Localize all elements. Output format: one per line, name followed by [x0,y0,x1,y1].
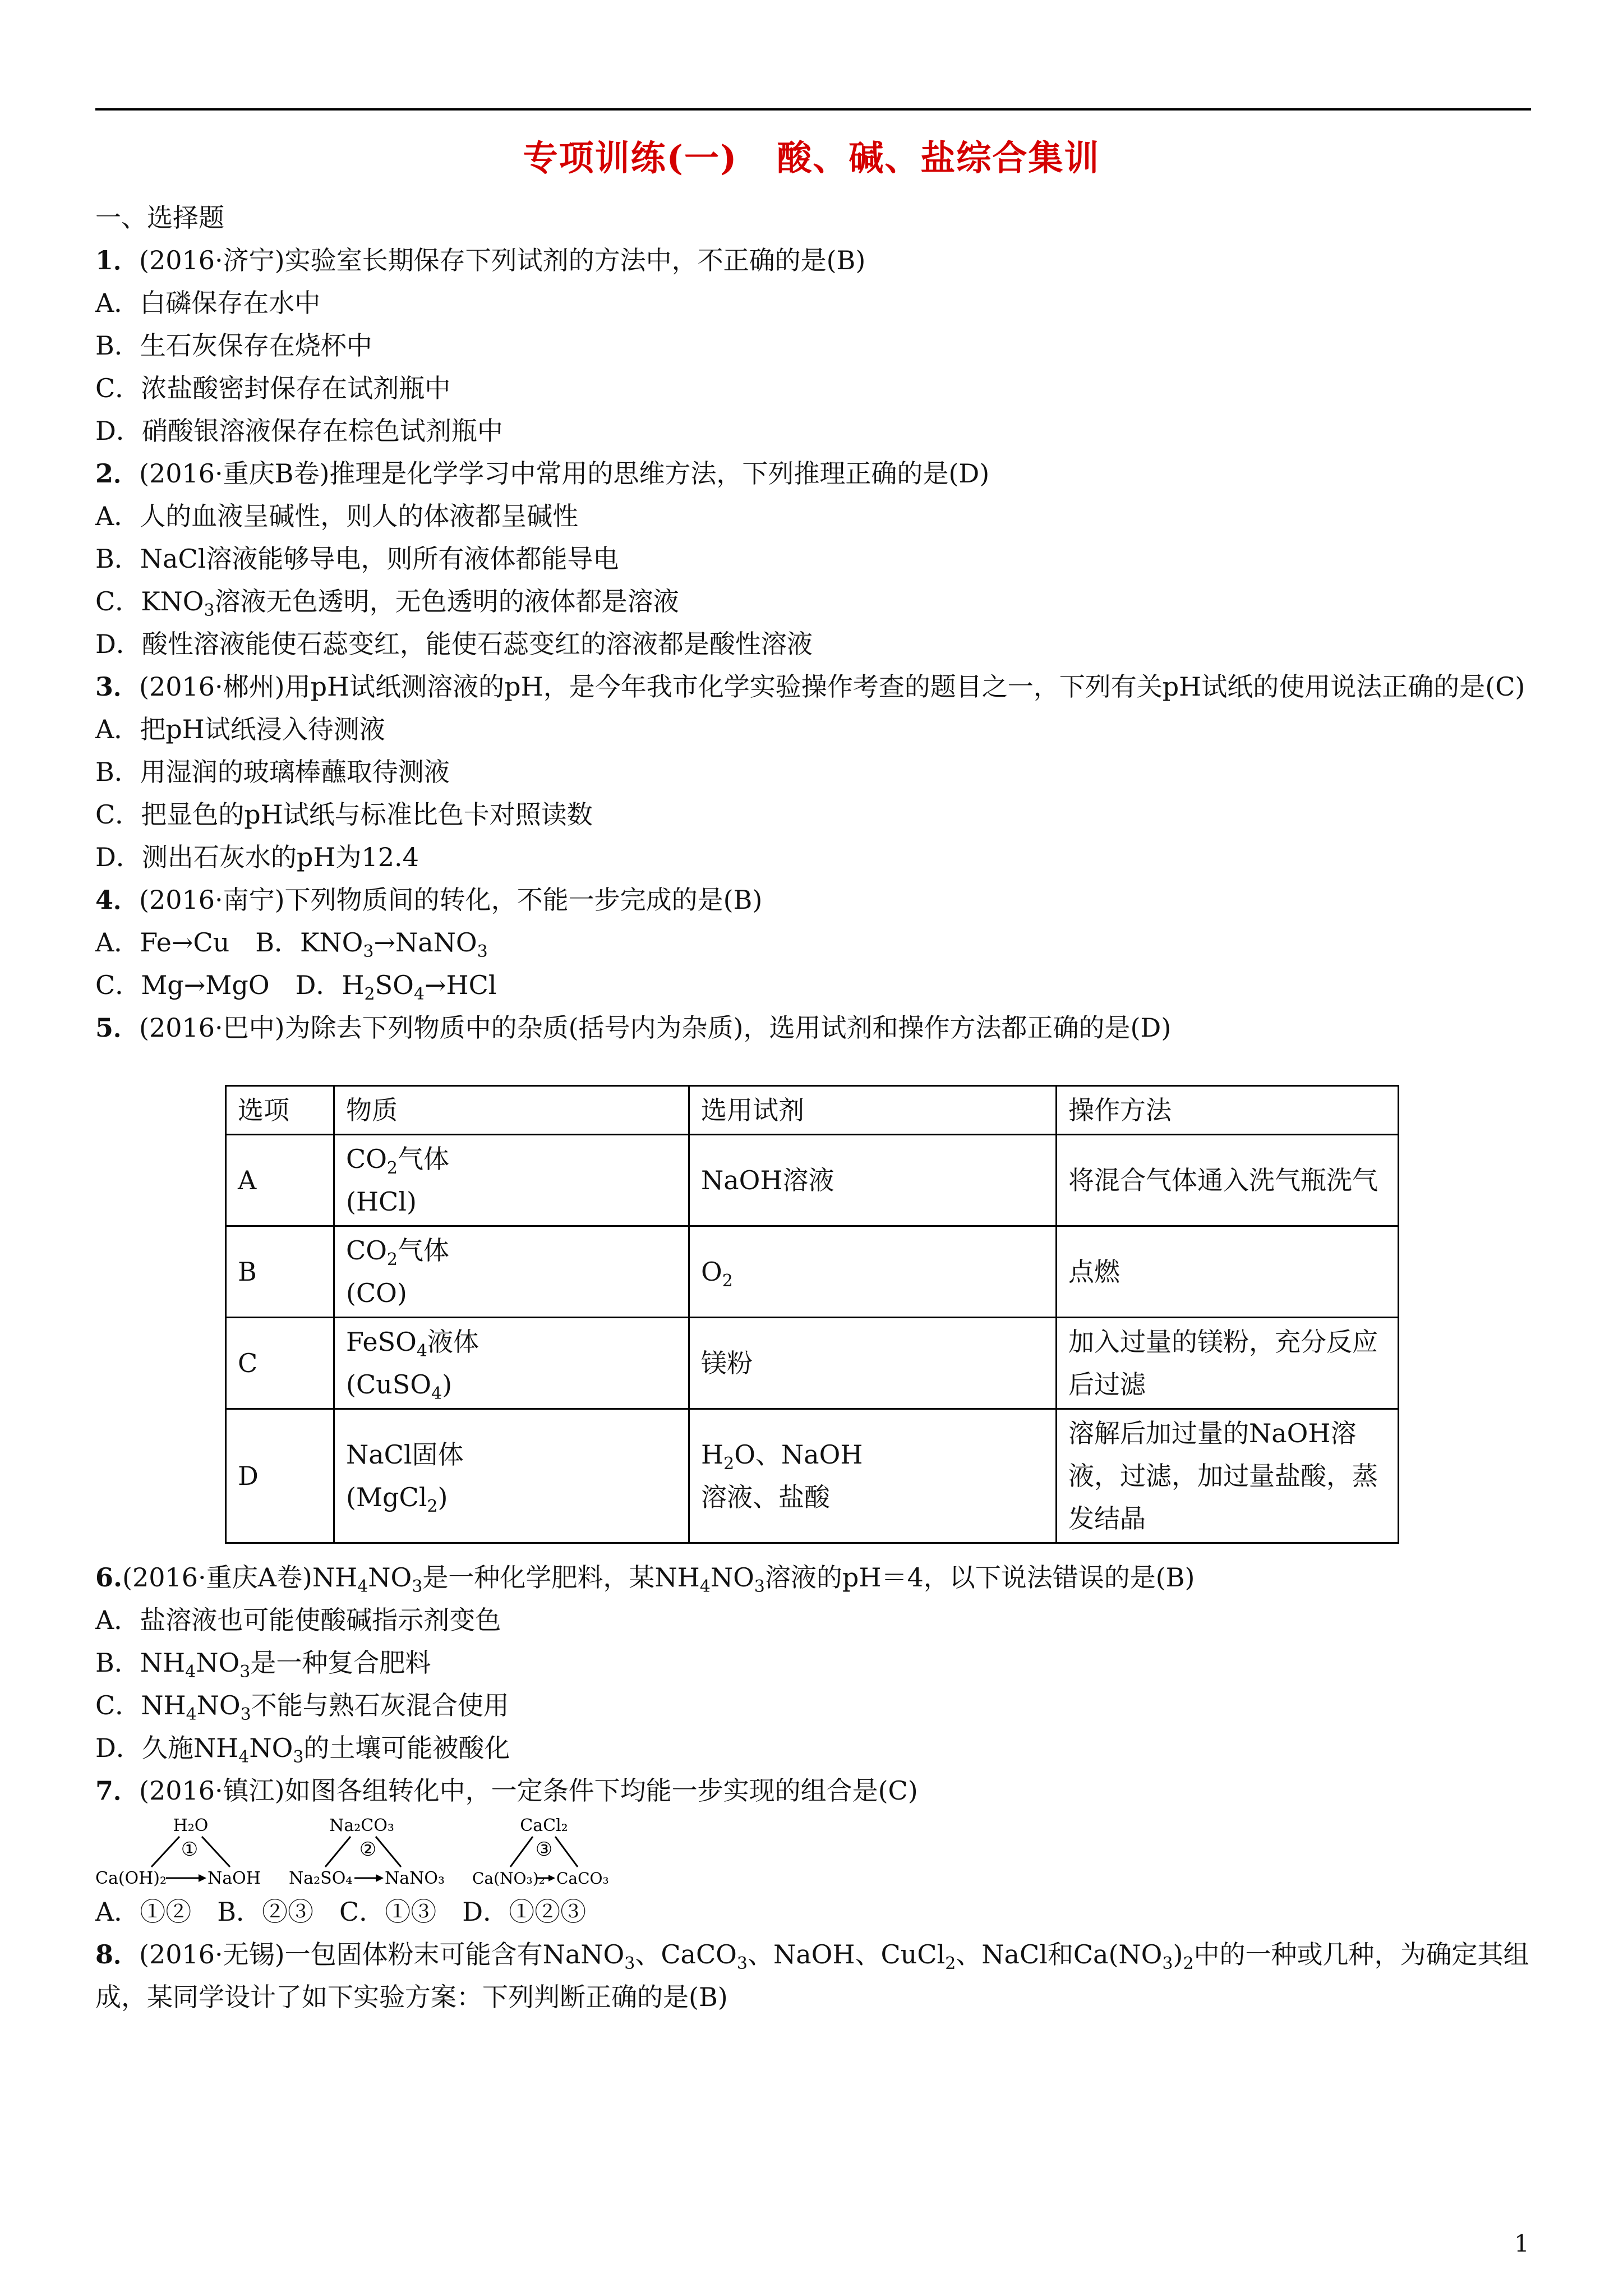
question-1: 1．(2016·济宁)实验室长期保存下列试剂的方法中，不正确的是(B) [95,245,866,275]
q3-option-c: C．把显色的pH试纸与标准比色卡对照读数 [95,799,593,830]
g2-right: NaNO₃ [385,1869,445,1888]
table-header: 选用试剂 [689,1086,1057,1135]
q1-option-c: C．浓盐酸密封保存在试剂瓶中 [95,373,451,403]
question-2: 2．(2016·重庆B卷)推理是化学学习中常用的思维方法，下列推理正确的是(D) [95,458,990,489]
arrow [325,1837,351,1867]
table-cell: FeSO$_4$液体 (CuSO$_4$) [334,1318,689,1409]
question-8: 8．(2016·无锡)一包固体粉末可能含有NaNO$_3$、CaCO$_3$、NaOH、CuCl$_2$、NaCl和$Ca(NO_3)_2$中的一种或几种，为确定其组成，某同学设计了如下实验方案：下列判断正确的是(B) [95,1939,1529,2012]
g1-right: NaOH [208,1869,261,1888]
q2-option-a: A．人的血液呈碱性，则人的体液都呈碱性 [95,501,579,531]
page-title: 专项训练(一) 酸、碱、盐综合集训 [523,137,1100,178]
table-cell: A [226,1135,334,1226]
question-6: 6.(2016·重庆A卷)$NH_4NO_3$是一种化学肥料，某$NH_4NO_3$溶液的pH＝4，以下说法错误的是(B) [95,1562,1195,1597]
q3-option-a: A．把pH试纸浸入待测液 [95,714,385,744]
q7-options: A．①② B．②③ C．①③ D．①②③ [95,1897,587,1927]
table-cell: $CO_2$气体 (CO) [334,1226,689,1318]
q1-option-a: A．白磷保存在水中 [95,288,321,318]
page-number: 1 [1514,2230,1529,2257]
table-row [226,1135,1399,1226]
impurity-table [225,1085,1399,1544]
q2-option-b: B．NaCl溶液能够导电，则所有液体都能导电 [95,544,619,574]
table-header-row [226,1086,1399,1135]
q4-options-cd: C．Mg→MgO D．$H_2SO_4\to HCl$ [95,970,497,1005]
q1-option-d: D．硝酸银溶液保存在棕色试剂瓶中 [95,416,503,446]
table-cell: NaOH溶液 [689,1135,1057,1226]
arrow [376,1837,401,1867]
conversion-diagram-svg [95,1812,609,1890]
table-cell: $CO_2$气体 (HCl) [334,1135,689,1226]
g1-left: Ca(OH)₂ [95,1869,167,1888]
arrow [202,1837,230,1867]
question-3: 3．(2016·郴州)用pH试纸测溶液的pH，是今年我市化学实验操作考查的题目之一，下列有关pH试纸的使用说法正确的是(C) [95,671,1525,702]
table-cell: 镁粉 [689,1318,1057,1409]
table-cell: 加入过量的镁粉，充分反应后过滤 [1057,1318,1399,1409]
arrow-head [199,1874,206,1882]
g2-left: Na₂SO₄ [289,1869,353,1888]
question-4: 4．(2016·南宁)下列物质间的转化，不能一步完成的是(B) [95,885,763,915]
arrow-head [376,1874,384,1882]
table-row [226,1409,1399,1543]
question-body [95,196,1542,2018]
table-cell: $O_2$ [689,1226,1057,1318]
g3-number: ③ [535,1838,553,1861]
section-heading: 一、选择题 [95,203,224,233]
q3-option-d: D．测出石灰水的pH为12.4 [95,842,419,872]
group-2 [289,1816,445,1888]
table-cell: 将混合气体通入洗气瓶洗气 [1057,1135,1399,1226]
group-3 [472,1816,609,1888]
table-cell: C [226,1318,334,1409]
q2-option-d: D．酸性溶液能使石蕊变红，能使石蕊变红的溶液都是酸性溶液 [95,629,813,659]
question-5: 5．(2016·巴中)为除去下列物质中的杂质(括号内为杂质)，选用试剂和操作方法都正确的是(D) [95,1013,1172,1043]
q2-option-c: C．$KNO_3$溶液无色透明，无色透明的液体都是溶液 [95,586,679,621]
q6-option-b: B．$NH_4NO_3$是一种复合肥料 [95,1648,431,1682]
table-cell: B [226,1226,334,1318]
top-rule [95,108,1531,111]
table-cell: $H_2O$、NaOH 溶液、盐酸 [689,1409,1057,1543]
arrow [151,1837,179,1867]
table-header: 物质 [334,1086,689,1135]
table-header: 操作方法 [1057,1086,1399,1135]
g3-right: CaCO₃ [556,1869,609,1888]
q4-options-ab: A．Fe→Cu B．$KNO_3\to NaNO_3$ [95,927,488,962]
conversion-diagram [95,1812,1542,1890]
g3-top: CaCl₂ [520,1816,568,1835]
q6-option-d: D．久施$NH_4NO_3$的土壤可能被酸化 [95,1733,510,1768]
arrow [510,1837,533,1867]
table-row [226,1226,1399,1318]
table-cell: D [226,1409,334,1543]
q6-option-c: C．$NH_4NO_3$不能与熟石灰混合使用 [95,1690,509,1725]
g1-number: ① [181,1838,199,1861]
arrow-head [548,1875,555,1881]
g2-top: Na₂CO₃ [329,1816,394,1835]
table-cell: 溶解后加过量的NaOH溶液，过滤，加过量盐酸，蒸发结晶 [1057,1409,1399,1543]
table-cell: 点燃 [1057,1226,1399,1318]
g1-top: H₂O [173,1816,209,1835]
question-7: 7．(2016·镇江)如图各组转化中，一定条件下均能一步实现的组合是(C) [95,1775,918,1806]
q3-option-b: B．用湿润的玻璃棒蘸取待测液 [95,757,450,787]
arrow [555,1837,578,1867]
group-1 [95,1816,261,1888]
g2-number: ② [359,1838,377,1861]
q1-option-b: B．生石灰保存在烧杯中 [95,330,372,361]
table-cell: NaCl固体 (MgCl$_2$) [334,1409,689,1543]
table-row [226,1318,1399,1409]
q6-option-a: A．盐溶液也可能使酸碱指示剂变色 [95,1605,501,1635]
g3-left: Ca(NO₃)₂ [472,1869,545,1888]
table-header: 选项 [226,1086,334,1135]
